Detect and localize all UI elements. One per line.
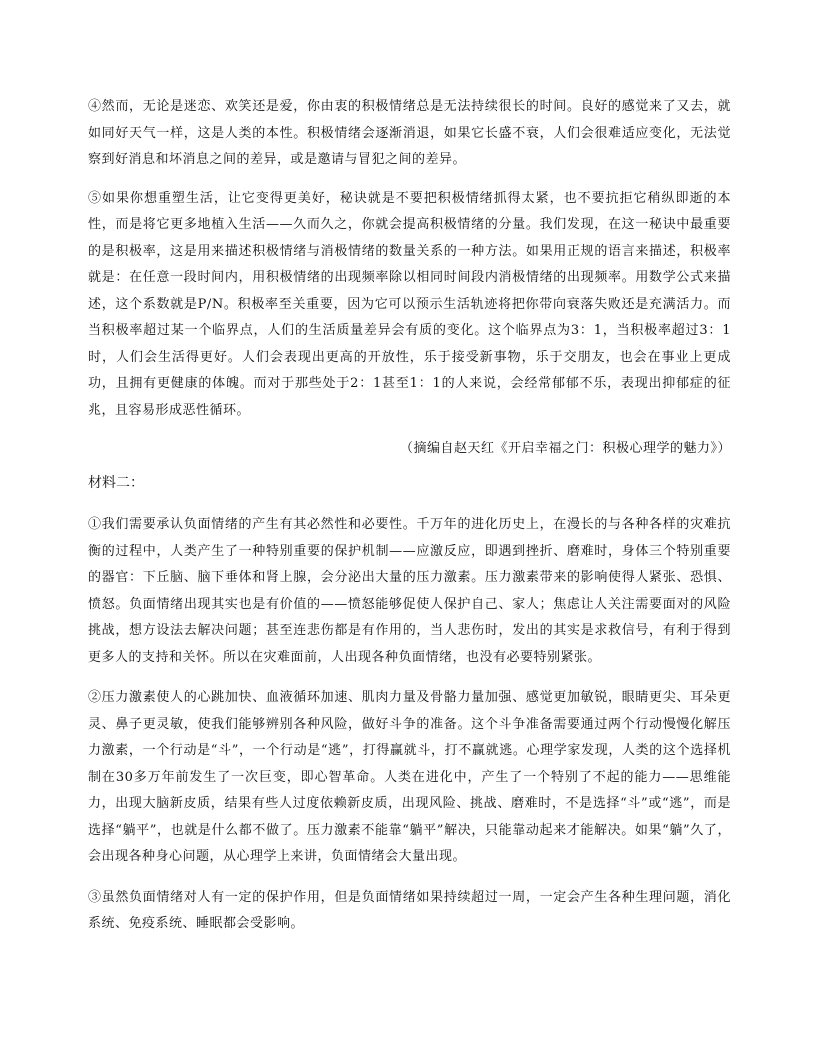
paragraph-4: ④然而，无论是迷恋、欢笑还是爱，你由衷的积极情绪总是无法持续很长的时间。良好的感觉来了又去，就如同好天气一样，这是人类的本性。积极情绪会逐渐消退，如果它长盛不衰，人们会很难适应变化，无法觉察到好消息和坏消息之间的差异，或是邀请与冒犯之间的差异。	[88, 99, 731, 167]
material-two-paragraph-3: ③虽然负面情绪对人有一定的保护作用，但是负面情绪如果持续超过一周，一定会产生各种生理问题，消化系统、免疫系统、睡眠都会受影响。	[88, 889, 731, 931]
material-two-paragraph-1: ①我们需要承认负面情绪的产生有其必然性和必要性。千万年的进化历史上，在漫长的与各种各样的灾难抗衡的过程中，人类产生了一种特别重要的保护机制——应激反应，即遇到挫折、磨难时，身体三个特别重要的器官：下丘脑、脑下垂体和肾上腺，会分泌出大量的压力激素。压力激素带来的影响使得人紧张、恐惧、愤怒。负面情绪出现其实也是有价值的——愤怒能够促使人保护自己、家人；焦虑让人关注需要面对的风险挑战，想方设法去解决问题；甚至连悲伤都是有作用的，当人悲伤时，发出的其实是求救信号，有利于得到更多人的支持和关怀。所以在灾难面前，人出现各种负面情绪，也没有必要特别紧张。	[88, 517, 731, 665]
material-two-heading: 材料二：	[88, 475, 144, 491]
paragraph-5: ⑤如果你想重塑生活，让它变得更美好，秘诀就是不要把积极情绪抓得太紧，也不要抗拒它稍纵即逝的本性，而是将它更多地植入生活——久而久之，你就会提高积极情绪的分量。我们发现，在这一秘诀中最重要的是积极率，这是用来描述积极情绪与消极情绪的数量关系的一种方法。如果用正规的语言来描述，积极率就是：在任意一段时间内，用积极情绪的出现频率除以相同时间段内消极情绪的出现频率。用数学公式来描述，这个系数就是P/N。积极率至关重要，因为它可以预示生活轨迹将把你带向衰落失败还是充满活力。而当积极率超过某一个临界点，人们的生活质量差异会有质的变化。这个临界点为3：1，当积极率超过3：1时，人们会生活得更好。人们会表现出更高的开放性，乐于接受新事物，乐于交朋友，也会在事业上更成功，且拥有更健康的体魄。而对于那些处于2：1甚至1：1的人来说，会经常郁郁不乐，表现出抑郁症的征兆，且容易形成恶性循环。	[88, 190, 731, 418]
source-citation: （摘编自赵天红《开启幸福之门：积极心理学的魅力》）	[399, 441, 731, 456]
material-two-paragraph-2: ②压力激素使人的心跳加快、血液循环加速、肌肉力量及骨骼力量加强、感觉更加敏锐，眼睛更尖、耳朵更灵、鼻子更灵敏，使我们能够辨别各种风险，做好斗争的准备。这个斗争准备需要通过两个行动慢慢化解压力激素，一个行动是“斗”，一个行动是“逃”，打得赢就斗，打不赢就逃。心理学家发现，人类的这个选择机制在30多万年前发生了一次巨变，即心智革命。人类在进化中，产生了一个特别了不起的能力——思维能力，出现大脑新皮质，结果有些人过度依赖新皮质，出现风险、挑战、磨难时，不是选择“斗”或“逃”，而是选择“躺平”，也就是什么都不做了。压力激素不能靠“躺平”解决，只能靠动起来才能解决。如果“躺”久了，会出现各种身心问题，从心理学上来讲，负面情绪会大量出现。	[88, 690, 731, 864]
document-body	[88, 94, 731, 938]
